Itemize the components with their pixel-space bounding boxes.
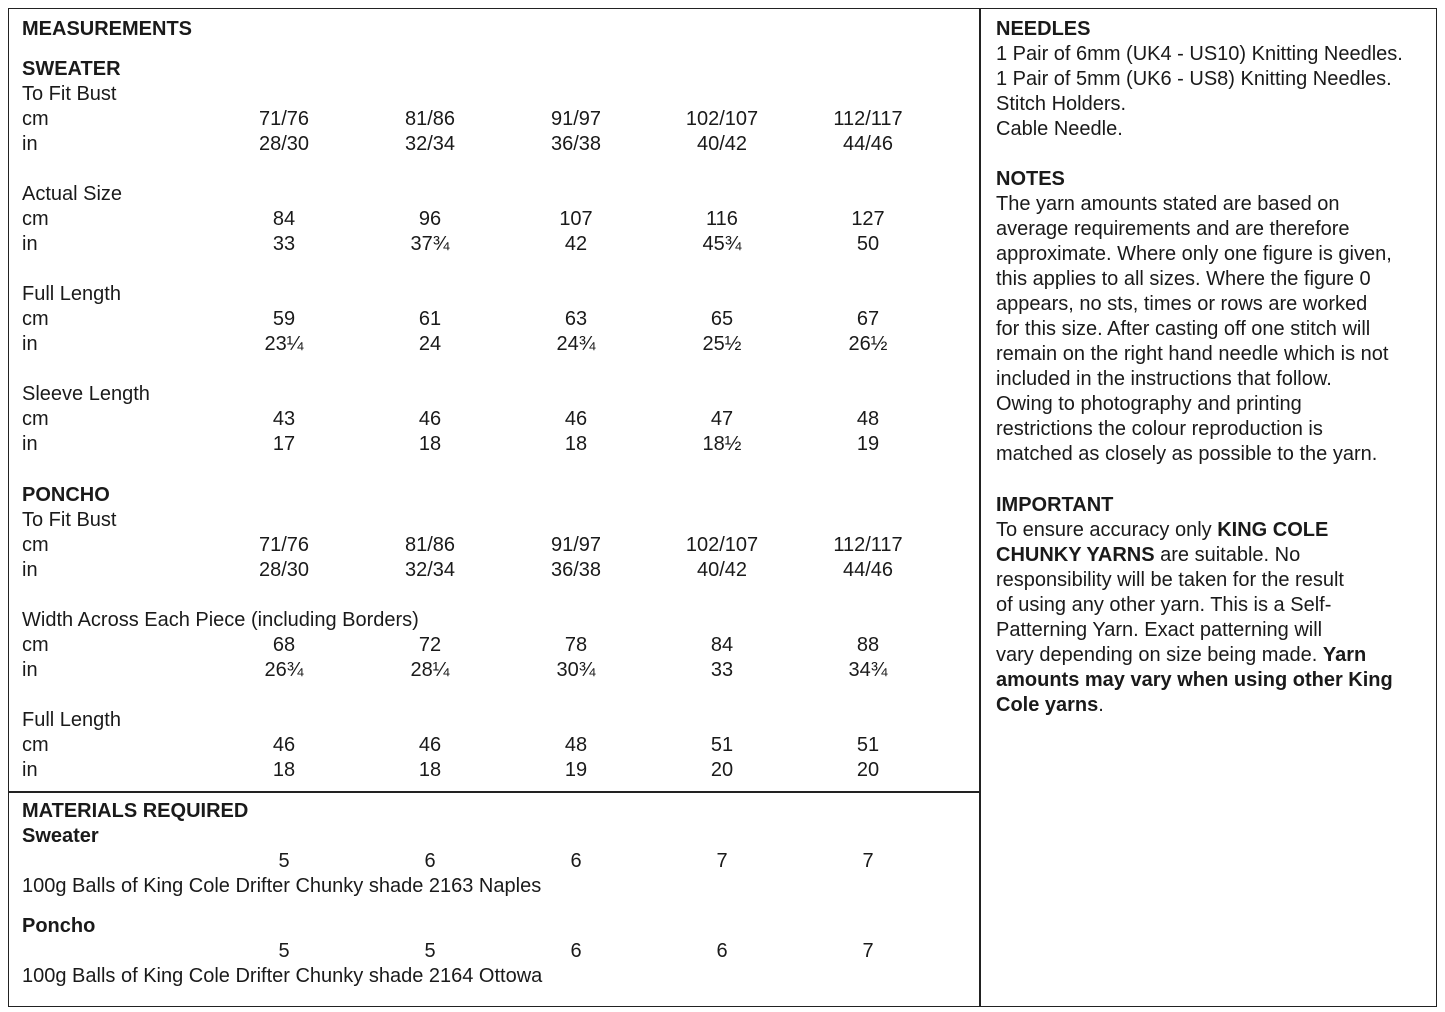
unit-label: cm: [22, 108, 49, 130]
notes-line: remain on the right hand needle which is not: [996, 343, 1389, 365]
size-value: 28/30: [258, 133, 310, 155]
size-value: 32/34: [404, 559, 456, 581]
notes-line: average requirements and are therefore: [996, 218, 1350, 240]
important-line: [996, 643, 1436, 668]
size-value: 78: [564, 634, 588, 656]
needles-list: [996, 42, 1436, 142]
balls-quantity: 6: [716, 940, 728, 962]
balls-quantity: 7: [862, 850, 874, 872]
size-value: 24: [418, 333, 442, 355]
notes-section: [996, 167, 1436, 467]
size-value: 51: [710, 734, 734, 756]
size-value: 71/76: [258, 534, 310, 556]
measurement-group-label: To Fit Bust: [22, 83, 117, 105]
needles-line: 1 Pair of 6mm (UK4 - US10) Knitting Needles.: [996, 43, 1403, 65]
size-value: 50: [856, 233, 880, 255]
size-value: 18: [418, 759, 442, 781]
needles-line: 1 Pair of 5mm (UK6 - US8) Knitting Needles.: [996, 68, 1392, 90]
size-value: 48: [564, 734, 588, 756]
materials-heading: MATERIALS REQUIRED: [22, 800, 249, 822]
measurement-group-label: Sleeve Length: [22, 383, 150, 405]
notes-line: Owing to photography and printing: [996, 393, 1302, 415]
size-value: 91/97: [550, 108, 602, 130]
info-panel: [979, 8, 1437, 1007]
important-heading: IMPORTANT: [996, 494, 1114, 516]
unit-label: in: [22, 659, 38, 681]
balls-quantity: 5: [278, 850, 290, 872]
text-run: vary depending on size being made.: [996, 644, 1323, 666]
measurement-group-label: Width Across Each Piece (including Borders): [22, 609, 419, 631]
text-run: To ensure accuracy only: [996, 519, 1218, 541]
unit-label: in: [22, 333, 38, 355]
size-value: 45¾: [702, 233, 742, 255]
size-value: 18: [564, 433, 588, 455]
unit-label: in: [22, 133, 38, 155]
size-value: 18: [418, 433, 442, 455]
balls-quantity: 6: [424, 850, 436, 872]
measurement-group-label: Full Length: [22, 283, 121, 305]
important-text: [996, 518, 1436, 718]
size-value: 84: [710, 634, 734, 656]
yarn-description: 100g Balls of King Cole Drifter Chunky shade 2163 Naples: [22, 875, 542, 897]
size-value: 47: [710, 408, 734, 430]
size-value: 20: [856, 759, 880, 781]
size-value: 48: [856, 408, 880, 430]
yarn-description: 100g Balls of King Cole Drifter Chunky shade 2164 Ottowa: [22, 965, 543, 987]
size-value: 102/107: [685, 108, 759, 130]
size-value: 102/107: [685, 534, 759, 556]
balls-quantity: 7: [862, 940, 874, 962]
unit-label: in: [22, 433, 38, 455]
balls-quantity: 6: [570, 850, 582, 872]
notes-line: matched as closely as possible to the yarn.: [996, 443, 1378, 465]
size-value: 81/86: [404, 534, 456, 556]
size-value: 107: [559, 208, 593, 230]
measurement-group-label: To Fit Bust: [22, 509, 117, 531]
size-value: 19: [856, 433, 880, 455]
text-run: Patterning Yarn. Exact patterning will: [996, 619, 1323, 641]
important-line: [996, 618, 1436, 643]
materials-sweater-heading: Sweater: [22, 825, 99, 847]
text-run: .: [1098, 694, 1104, 716]
unit-label: cm: [22, 408, 49, 430]
needles-section: [996, 17, 1436, 142]
size-value: 36/38: [550, 559, 602, 581]
size-value: 25½: [702, 333, 742, 355]
notes-line: restrictions the colour reproduction is: [996, 418, 1323, 440]
size-value: 44/46: [842, 133, 894, 155]
size-value: 91/97: [550, 534, 602, 556]
notes-line: appears, no sts, times or rows are worked: [996, 293, 1368, 315]
size-value: 33: [272, 233, 296, 255]
size-value: 18½: [702, 433, 742, 455]
size-value: 19: [564, 759, 588, 781]
size-value: 112/117: [833, 534, 903, 556]
important-section: [996, 493, 1436, 718]
size-value: 28/30: [258, 559, 310, 581]
notes-heading: NOTES: [996, 168, 1065, 190]
size-value: 26¾: [264, 659, 304, 681]
notes-text: [996, 192, 1436, 467]
important-line: [996, 518, 1436, 543]
size-value: 23¼: [264, 333, 304, 355]
size-value: 46: [564, 408, 588, 430]
size-value: 112/117: [833, 108, 903, 130]
unit-label: cm: [22, 734, 49, 756]
size-value: 51: [856, 734, 880, 756]
materials-poncho-heading: Poncho: [22, 915, 96, 937]
balls-quantity: 5: [424, 940, 436, 962]
size-value: 127: [851, 208, 885, 230]
size-value: 46: [418, 734, 442, 756]
size-value: 33: [710, 659, 734, 681]
important-line: [996, 568, 1436, 593]
size-value: 67: [856, 308, 880, 330]
balls-quantity: 6: [570, 940, 582, 962]
size-value: 71/76: [258, 108, 310, 130]
size-value: 18: [272, 759, 296, 781]
size-value: 26½: [848, 333, 888, 355]
size-value: 44/46: [842, 559, 894, 581]
unit-label: in: [22, 759, 38, 781]
size-value: 65: [710, 308, 734, 330]
unit-label: in: [22, 559, 38, 581]
bold-text: KING COLE: [1217, 519, 1329, 541]
size-value: 24¾: [556, 333, 596, 355]
text-run: are suitable. No: [1154, 544, 1301, 566]
size-value: 37¾: [410, 233, 450, 255]
needles-heading: NEEDLES: [996, 18, 1091, 40]
measurement-group-label: Actual Size: [22, 183, 123, 205]
bold-text: amounts may vary when using other King: [996, 669, 1393, 691]
important-line: [996, 668, 1436, 693]
unit-label: cm: [22, 634, 49, 656]
measurement-group-label: Full Length: [22, 709, 121, 731]
unit-label: in: [22, 233, 38, 255]
size-value: 32/34: [404, 133, 456, 155]
size-value: 68: [272, 634, 296, 656]
size-value: 42: [564, 233, 588, 255]
size-value: 20: [710, 759, 734, 781]
size-value: 61: [418, 308, 442, 330]
size-value: 81/86: [404, 108, 456, 130]
measurements-heading: MEASUREMENTS: [22, 18, 193, 40]
important-line: [996, 593, 1436, 618]
poncho-heading: PONCHO: [22, 484, 110, 506]
unit-label: cm: [22, 534, 49, 556]
size-value: 46: [418, 408, 442, 430]
size-value: 84: [272, 208, 296, 230]
bold-text: Yarn: [1322, 644, 1367, 666]
text-run: of using any other yarn. This is a Self-: [996, 594, 1332, 616]
balls-quantity: 5: [278, 940, 290, 962]
notes-line: included in the instructions that follow.: [996, 368, 1332, 390]
size-value: 96: [418, 208, 442, 230]
needles-line: Cable Needle.: [996, 118, 1123, 140]
size-value: 63: [564, 308, 588, 330]
balls-quantity: 7: [716, 850, 728, 872]
unit-label: cm: [22, 308, 49, 330]
size-value: 72: [418, 634, 442, 656]
size-value: 59: [272, 308, 296, 330]
important-line: [996, 543, 1436, 568]
size-value: 34¾: [848, 659, 888, 681]
needles-line: Stitch Holders.: [996, 93, 1127, 115]
size-value: 40/42: [696, 559, 748, 581]
size-value: 116: [706, 208, 738, 230]
size-value: 30¾: [556, 659, 596, 681]
size-value: 46: [272, 734, 296, 756]
notes-line: this applies to all sizes. Where the figure 0: [996, 268, 1371, 290]
size-value: 43: [272, 408, 296, 430]
size-value: 28¼: [410, 659, 450, 681]
size-value: 88: [856, 634, 880, 656]
notes-line: for this size. After casting off one stitch will: [996, 318, 1371, 340]
notes-line: approximate. Where only one figure is given,: [996, 243, 1392, 265]
bold-text: CHUNKY YARNS: [996, 544, 1155, 566]
text-run: responsibility will be taken for the result: [996, 569, 1344, 591]
size-value: 36/38: [550, 133, 602, 155]
sweater-heading: SWEATER: [22, 58, 121, 80]
size-value: 40/42: [696, 133, 748, 155]
bold-text: Cole yarns: [996, 694, 1099, 716]
size-value: 17: [272, 433, 296, 455]
unit-label: cm: [22, 208, 49, 230]
important-line: [996, 693, 1436, 718]
notes-line: The yarn amounts stated are based on: [996, 193, 1340, 215]
